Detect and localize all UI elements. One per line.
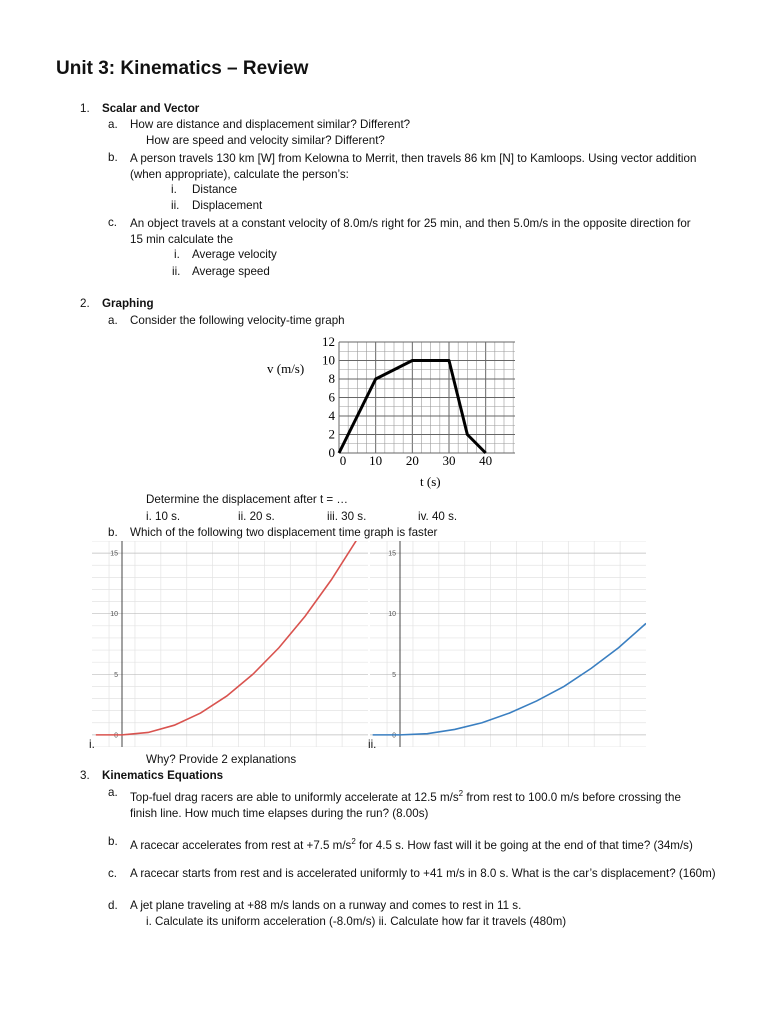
q3c-label: c. bbox=[108, 867, 118, 880]
graph-ii-grid bbox=[370, 541, 646, 747]
y-tick-label: 15 bbox=[110, 550, 118, 558]
vt-x-ticks bbox=[340, 453, 492, 468]
y-tick-label: 5 bbox=[114, 671, 118, 679]
graph-ii-curve bbox=[373, 623, 646, 734]
q3a-label: a. bbox=[108, 786, 118, 799]
vt-x-tick-label: 20 bbox=[405, 453, 419, 468]
y-tick-label: 0 bbox=[114, 732, 118, 740]
graph-i-y-ticks bbox=[110, 551, 118, 740]
vt-y-tick-label: 0 bbox=[328, 445, 335, 460]
q2a-option-i: i. 10 s. bbox=[146, 510, 181, 523]
graph-ii-y-ticks bbox=[388, 551, 396, 740]
q1a-line2: How are speed and velocity similar? Different? bbox=[146, 134, 385, 147]
q1c-i-label: i. bbox=[174, 248, 180, 261]
y-tick-label: 10 bbox=[388, 611, 396, 619]
vt-x-tick-label: 0 bbox=[339, 453, 347, 468]
vt-x-tick-label: 10 bbox=[369, 453, 383, 468]
q3b-label: b. bbox=[108, 835, 118, 848]
q2a-option-iv: iv. 40 s. bbox=[418, 510, 458, 523]
q1c-i-text: Average velocity bbox=[192, 248, 277, 261]
page-title: Unit 3: Kinematics – Review bbox=[56, 58, 309, 79]
q2a-text: Consider the following velocity-time graph bbox=[130, 314, 345, 327]
q3b-text-pre: A racecar accelerates from rest at +7.5 m/s bbox=[130, 838, 352, 852]
q1c-text: An object travels at a constant velocity of 8.0m/s right for 25 min, and then 5.0m/s in the opposite direction for 15 min calculate the bbox=[130, 217, 691, 246]
q1a-label: a. bbox=[108, 118, 118, 131]
q3a-text-pre: Top-fuel drag racers are able to uniformly accelerate at 12.5 m/s bbox=[130, 790, 459, 804]
q1b-label: b. bbox=[108, 151, 118, 164]
q3d-subparts: i. Calculate its uniform acceleration (-8.0m/s) ii. Calculate how far it travels (480m) bbox=[146, 915, 567, 928]
q3b-text bbox=[130, 835, 693, 853]
section-1-number: 1. bbox=[80, 102, 90, 115]
q3c-text: A racecar starts from rest and is accelerated uniformly to +41 m/s in 8.0 s. What is the car’s displacement? (160m) bbox=[130, 867, 716, 880]
vt-y-tick-label: 10 bbox=[322, 352, 335, 368]
q1b-ii-text: Displacement bbox=[192, 199, 263, 212]
section-2-number: 2. bbox=[80, 297, 90, 310]
y-tick-label: 15 bbox=[388, 550, 396, 558]
q1b-text: A person travels 130 km [W] from Kelowna to Merrit, then travels 86 km [N] to Kamloops. Using vector addition (when appropriate), calculate the person’s: bbox=[130, 152, 697, 181]
q3a-text-post: from rest to 100.0 m/s before crossing the finish line. How much time elapses during the run? (8.00s) bbox=[130, 790, 681, 820]
section-1-heading: Scalar and Vector bbox=[102, 102, 200, 115]
q2a-option-ii: ii. 20 s. bbox=[238, 510, 275, 523]
q1b-i-text: Distance bbox=[192, 183, 238, 196]
q2a-option-iii: iii. 30 s. bbox=[327, 510, 367, 523]
graph-i-grid bbox=[92, 541, 368, 747]
vt-y-tick-label: 4 bbox=[328, 408, 335, 423]
q3b-superscript: 2 bbox=[351, 837, 356, 846]
q2b-label: b. bbox=[108, 526, 118, 539]
q3a-text bbox=[130, 786, 705, 822]
vt-x-tick-label: 30 bbox=[442, 453, 456, 468]
vt-y-ticks bbox=[322, 334, 336, 460]
y-tick-label: 0 bbox=[392, 732, 396, 740]
section-2-heading: Graphing bbox=[102, 297, 154, 310]
q1c-ii-label: ii. bbox=[172, 265, 181, 278]
q1c-ii-text: Average speed bbox=[192, 265, 270, 278]
q1a-line1: How are distance and displacement similar? Different? bbox=[130, 118, 411, 131]
velocity-time-graph bbox=[255, 333, 530, 493]
q2b-text: Which of the following two displacement time graph is faster bbox=[130, 526, 438, 539]
graph-i-label: i. bbox=[89, 738, 95, 751]
q1b-ii-label: ii. bbox=[171, 199, 180, 212]
q2a-label: a. bbox=[108, 314, 118, 327]
vt-y-tick-label: 6 bbox=[328, 389, 335, 405]
q2a-determine: Determine the displacement after t = … bbox=[146, 493, 349, 506]
q1b-i-label: i. bbox=[171, 183, 177, 196]
q3b-text-post: for 4.5 s. How fast will it be going at the end of that time? (34m/s) bbox=[355, 838, 693, 852]
section-3-number: 3. bbox=[80, 769, 90, 782]
vt-y-axis-label: v (m/s) bbox=[267, 361, 305, 376]
vt-y-tick-label: 12 bbox=[322, 334, 335, 349]
y-tick-label: 10 bbox=[110, 611, 118, 619]
q1c-label: c. bbox=[108, 216, 118, 229]
q2b-why: Why? Provide 2 explanations bbox=[146, 753, 297, 766]
displacement-graph-ii bbox=[370, 541, 646, 747]
displacement-graph-i bbox=[92, 541, 368, 747]
vt-y-tick-label: 8 bbox=[328, 371, 335, 386]
q3d-label: d. bbox=[108, 899, 118, 912]
q3d-text: A jet plane traveling at +88 m/s lands on a runway and comes to rest in 11 s. bbox=[130, 899, 522, 912]
q3a-superscript: 2 bbox=[458, 789, 464, 798]
vt-x-tick-label: 40 bbox=[479, 453, 493, 468]
vt-x-axis-label: t (s) bbox=[420, 474, 441, 489]
graph-ii-label: ii. bbox=[368, 738, 377, 751]
vt-y-tick-label: 2 bbox=[328, 426, 335, 442]
y-tick-label: 5 bbox=[392, 671, 396, 679]
section-3-heading: Kinematics Equations bbox=[102, 769, 224, 782]
